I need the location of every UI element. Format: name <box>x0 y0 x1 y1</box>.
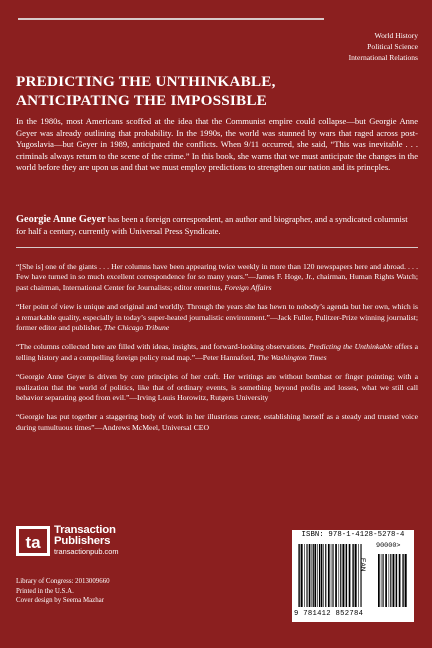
barcode-digits: 9 781412 852784 <box>294 610 364 618</box>
barcode-bar <box>319 544 320 607</box>
barcode-bar <box>378 554 380 607</box>
ean-barcode <box>298 544 362 607</box>
barcode-bar <box>399 554 401 607</box>
barcode-bar <box>299 544 300 607</box>
publication-title: Foreign Affairs <box>224 282 272 292</box>
barcode-bar <box>393 554 395 607</box>
endorsement-hoge <box>16 262 418 293</box>
barcode-bar <box>352 544 353 607</box>
headline-line-2: ANTICIPATING THE IMPOSSIBLE <box>16 92 267 109</box>
barcode-bar <box>298 544 299 607</box>
barcode-bar <box>339 544 340 607</box>
author-bio-text: has been a foreign correspondent, an author and biographer, and a syndicated columnist for half a century, currently with Universal Press Syndicate. <box>16 214 408 236</box>
barcode-bar <box>309 544 311 607</box>
barcode-bar <box>355 544 357 607</box>
barcode-bar <box>321 544 323 607</box>
supplement-barcode <box>378 554 408 607</box>
barcode-bar <box>328 544 330 607</box>
cover-design-credit: Cover design by Seema Mazhar <box>16 597 105 605</box>
isbn-text: ISBN: 978-1-4128-5278-4 <box>301 531 405 539</box>
barcode-bar <box>390 554 391 607</box>
barcode-bar <box>403 554 404 607</box>
endorsement-text: “The columns collected here are filled with ideas, insights, and forward-looking observations. <box>16 342 309 352</box>
barcode-bar <box>340 544 341 607</box>
author-bio <box>16 214 418 237</box>
endorsement-fuller <box>16 302 418 333</box>
publisher-name-line-2: Publishers <box>54 535 111 547</box>
barcode-bar <box>335 544 337 607</box>
barcode-bar <box>396 554 397 607</box>
headline-line-1: PREDICTING THE UNTHINKABLE, <box>16 73 276 90</box>
endorsements <box>16 262 418 442</box>
endorsement-text: “[She is] one of the giants . . . Her columns have been appearing twice weekly in more than 120 newspapers here and abroad. . . . Few have turned in so much excellent correspondence for so many years.”—James F. Hoge, Jr., chairman, Human Rights Watch; past chairman, International Center for Journalists; editor emeritus, <box>16 262 418 292</box>
barcode-bar <box>332 544 333 607</box>
barcode-block <box>292 530 414 622</box>
category-world-history: World History <box>374 31 418 40</box>
barcode-bar <box>349 544 351 607</box>
barcode-bar <box>405 554 407 607</box>
barcode-bar <box>395 554 396 607</box>
logo-letters: ta <box>25 533 41 552</box>
intro-paragraph: In the 1980s, most Americans scoffed at the idea that the Communist empire could collapse—but Georgie Anne Geyer was already outlining that probability. In the 1990s, the world was stunned by wars that raged across post-Yugoslavia—but Geyer in 1989, anticipated the conflicts. When 9/11 occurred, she said, “This was inevitable . . . criminals always return to the scene of the crime.” In this book, she warns that we must anticipate the changes in the world before they are upon us and that we must employ predictions to strengthen our nation and its princples. <box>16 116 418 173</box>
barcode-bar <box>325 544 326 607</box>
barcode-bar <box>331 544 332 607</box>
barcode-bar <box>342 544 344 607</box>
publisher-url: transactionpub.com <box>54 547 119 556</box>
section-divider <box>16 247 418 248</box>
top-divider <box>18 18 324 20</box>
barcode-bar <box>306 544 307 607</box>
barcode-bar <box>381 554 382 607</box>
author-name: Georgie Anne Geyer <box>16 214 106 225</box>
ean-label: EAN <box>359 558 366 572</box>
barcode-bar <box>345 544 346 607</box>
endorsement-text: offers a telling history and a compelling foreign policy road map.”—Peter Hannaford, <box>16 342 418 362</box>
price-supplement: 90000> <box>376 542 401 550</box>
barcode-bar <box>346 544 347 607</box>
barcode-bar <box>314 544 316 607</box>
publication-title: The Washington Times <box>257 352 327 362</box>
barcode-bar <box>323 544 324 607</box>
endorsement-horowitz: “Georgie Anne Geyer is driven by core principles of her craft. Her writings are without bombast or finger pointing; with a realization that the world of politics, like that of ordinary events, is something beyond profits and losses, what we still call behavior separating good from evil.”—Irving Louis Horowitz, Rutgers University <box>16 372 418 403</box>
barcode-bar <box>301 544 303 607</box>
endorsement-hannaford <box>16 342 418 363</box>
subject-categories <box>349 30 418 64</box>
publisher-logo <box>16 524 146 558</box>
library-of-congress: Library of Congress: 2013009660 <box>16 578 110 585</box>
endorsement-mcmeel: “Georgie has put together a staggering body of work in her illustrious career, establishing herself as a steady and trusted voice during tumultuous times”—Andrews McMeel, Universal CEO <box>16 412 418 432</box>
publisher-name-line-1: Transaction <box>54 524 116 536</box>
category-international-relations: International Relations <box>348 53 418 63</box>
barcode-bar <box>385 554 387 607</box>
colophon <box>16 577 110 606</box>
barcode-bar <box>402 554 403 607</box>
headline <box>16 72 416 110</box>
barcode-bar <box>383 554 384 607</box>
publication-title: The Chicago Tribune <box>103 323 170 333</box>
category-political-science: Political Science <box>367 42 418 52</box>
barcode-bar <box>304 544 305 607</box>
barcode-bar <box>313 544 314 607</box>
barcode-bar <box>312 544 313 607</box>
printed-in: Printed in the U.S.A. <box>16 587 74 595</box>
barcode-bar <box>353 544 354 607</box>
endorsement-text: “Her point of view is unique and original and worldly. Through the years she has hewn to nobody’s agenda but her own, which is a remarkable quality, especially in today’s super-heated journalistic environment.”—Jack Fuller, Pulitzer-Prize winning journalist; former editor and publisher, <box>16 302 418 333</box>
barcode-bar <box>317 544 318 607</box>
transaction-logo-icon <box>16 526 50 556</box>
book-title: Predicting the Unthinkable <box>308 342 393 352</box>
barcode-bar <box>389 554 390 607</box>
